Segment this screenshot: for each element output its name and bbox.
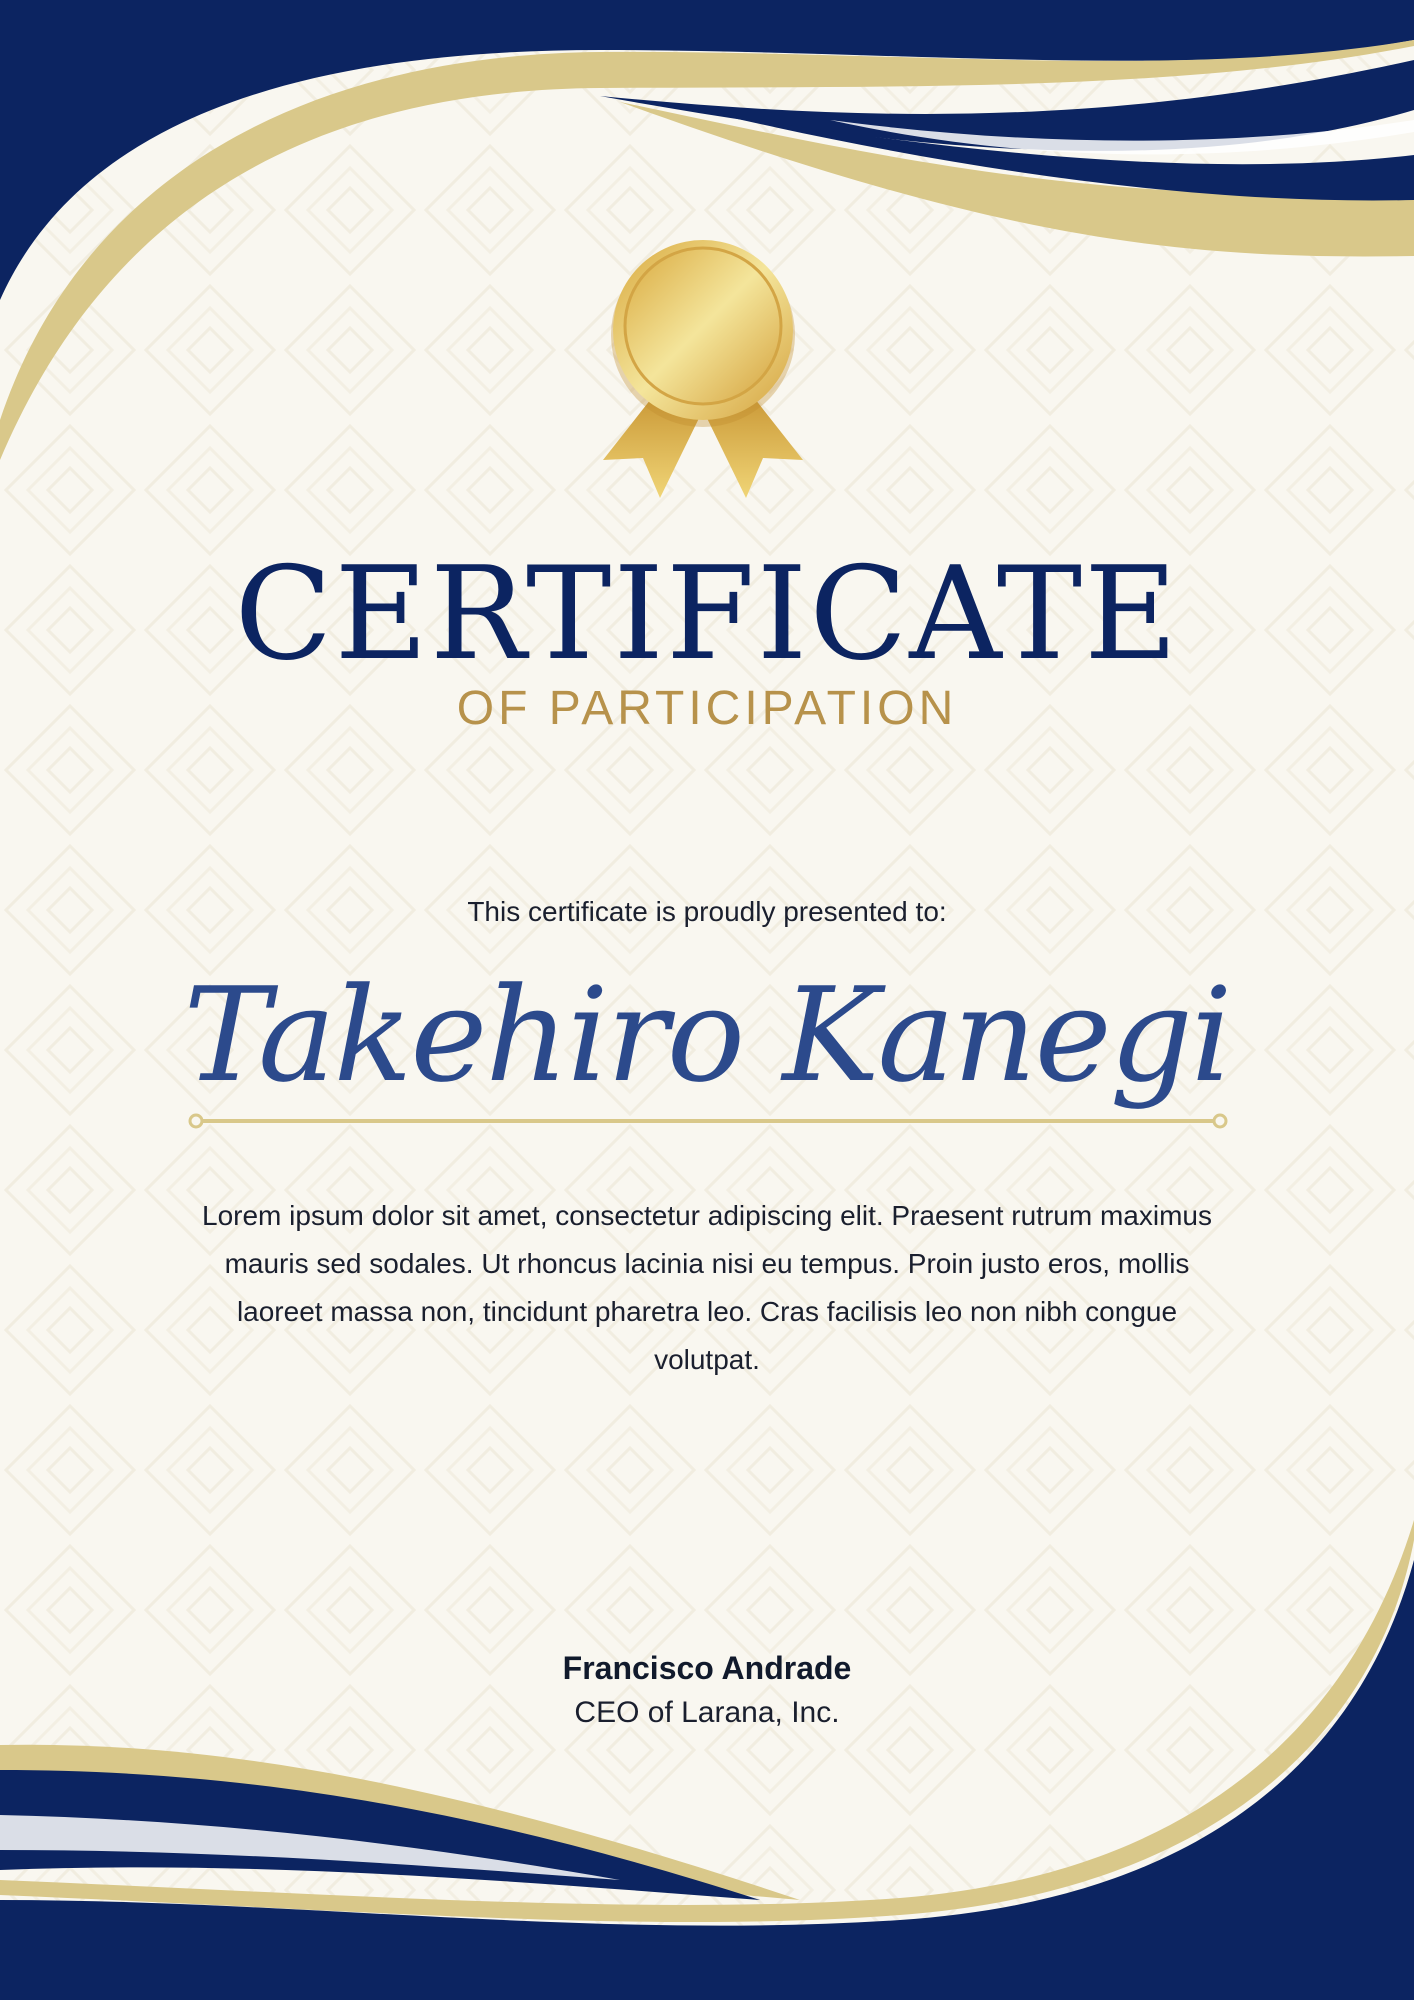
certificate-description: Lorem ipsum dolor sit amet, consectetur adipiscing elit. Praesent rutrum maximus mauris sed sodales. Ut rhoncus lacinia nisi eu tempus. Proin justo eros, mollis laoreet massa non, tincidunt pharetra leo. Cras facilisis leo non nibh congue volutpat.	[202, 1200, 1212, 1375]
certificate-subtitle: OF PARTICIPATION	[456, 682, 958, 735]
signer-name: Francisco Andrade	[562, 1650, 852, 1686]
gold-medal-ribbon-icon	[598, 240, 808, 510]
certificate-title: CERTIFICATE	[234, 540, 1180, 689]
signer-title: CEO of Larana, Inc.	[574, 1696, 840, 1729]
presented-to-label: This certificate is proudly presented to:	[467, 896, 947, 927]
recipient-name: Takehiro Kanegi	[183, 959, 1231, 1111]
name-underline	[188, 1113, 1228, 1129]
